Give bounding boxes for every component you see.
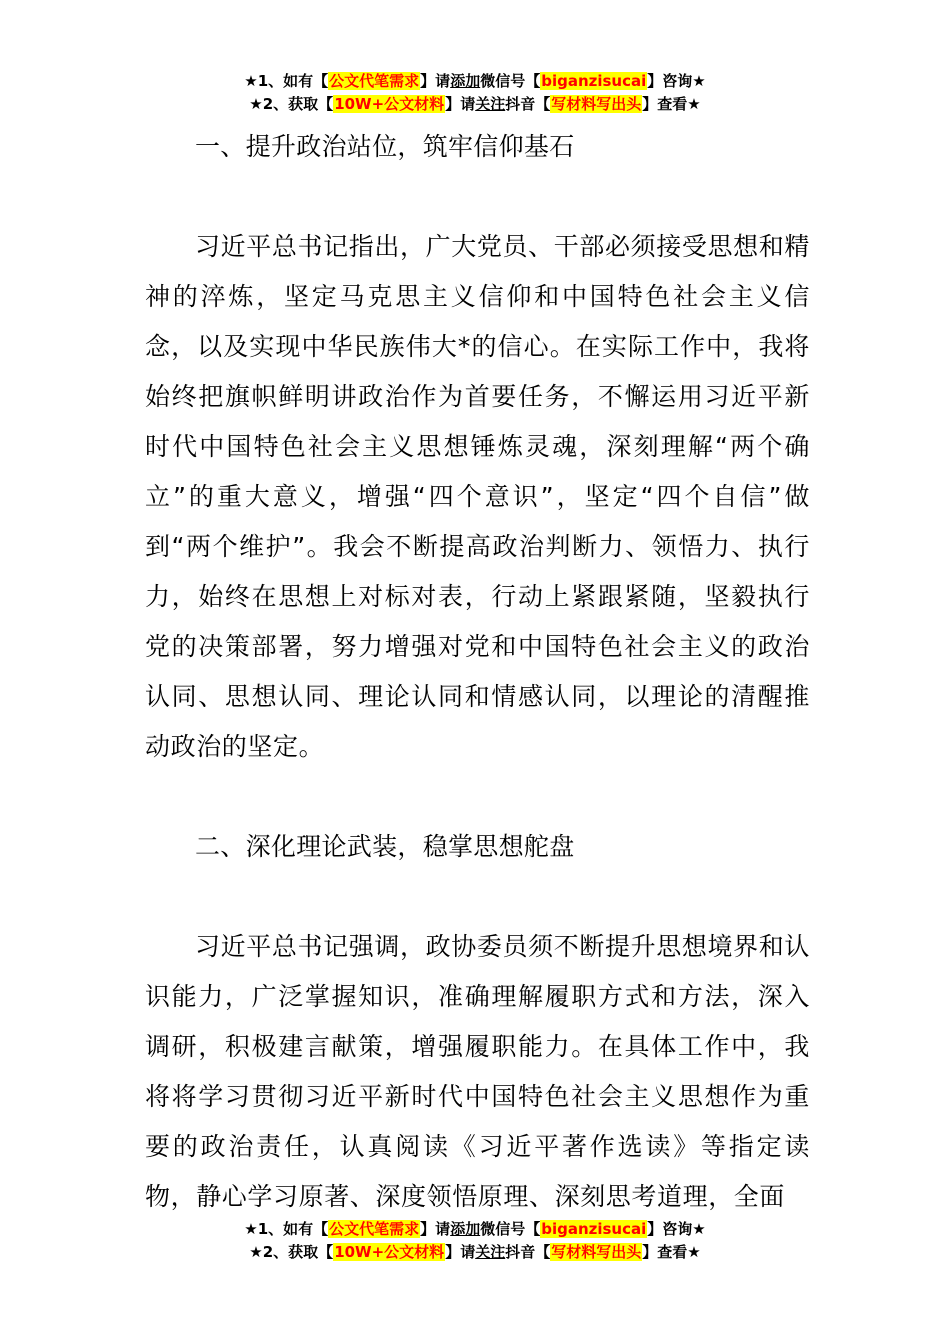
add-emphasis: 添加	[450, 72, 481, 90]
banner-line-1: ★1、如有【公文代笔需求】请添加微信号【biganzisucai】咨询★	[244, 1220, 706, 1238]
spacer	[145, 872, 810, 922]
banner-line-2: ★2、获取【10W+公文材料】请关注抖音【写材料写出头】查看★	[249, 1243, 701, 1261]
banner-line-1: ★1、如有【公文代笔需求】请添加微信号【biganzisucai】咨询★	[244, 72, 706, 90]
section-heading-1: 一、提升政治站位，筑牢信仰基石	[195, 132, 575, 161]
ghostwriting-highlight: 公文代笔需求	[329, 1220, 420, 1238]
banner-line-2: ★2、获取【10W+公文材料】请关注抖音【写材料写出头】查看★	[249, 95, 701, 113]
paragraph-2: 习近平总书记强调，政协委员须不断提升思想境界和认识能力，广泛掌握知识，准确理解履职方式和方法，深入调研，积极建言献策，增强履职能力。在具体工作中，我将将学习贯彻习近平新时代中国特色社会主义思想作为重要的政治责任，认真阅读《习近平著作选读》等指定读物，静心学习原著、深度领悟原理、深刻思考道理，全面	[145, 932, 810, 1211]
wechat-id-highlight: biganzisucai	[541, 1220, 647, 1238]
add-emphasis: 添加	[450, 1220, 481, 1238]
wechat-id-highlight: biganzisucai	[541, 72, 647, 90]
spacer	[145, 172, 810, 222]
footer-banner	[0, 1218, 950, 1264]
document-body	[145, 122, 810, 1222]
douyin-id-highlight: 写材料写出头	[551, 95, 642, 113]
spacer	[145, 772, 810, 822]
section-heading-2: 二、深化理论武装，稳掌思想舵盘	[195, 832, 575, 861]
follow-emphasis: 关注	[475, 1243, 506, 1261]
header-banner	[0, 70, 950, 116]
follow-emphasis: 关注	[475, 95, 506, 113]
materials-highlight: 10W+公文材料	[334, 1243, 445, 1261]
paragraph-1: 习近平总书记指出，广大党员、干部必须接受思想和精神的淬炼，坚定马克思主义信仰和中国特色社会主义信念，以及实现中华民族伟大*的信心。在实际工作中，我将始终把旗帜鲜明讲政治作为首要任务，不懈运用习近平新时代中国特色社会主义思想锤炼灵魂，深刻理解“两个确立”的重大意义，增强“四个意识”，坚定“四个自信”做到“两个维护”。我会不断提高政治判断力、领悟力、执行力，始终在思想上对标对表，行动上紧跟紧随，坚毅执行党的决策部署，努力增强对党和中国特色社会主义的政治认同、思想认同、理论认同和情感认同，以理论的清醒推动政治的坚定。	[145, 232, 810, 761]
ghostwriting-highlight: 公文代笔需求	[329, 72, 420, 90]
materials-highlight: 10W+公文材料	[334, 95, 445, 113]
douyin-id-highlight: 写材料写出头	[551, 1243, 642, 1261]
